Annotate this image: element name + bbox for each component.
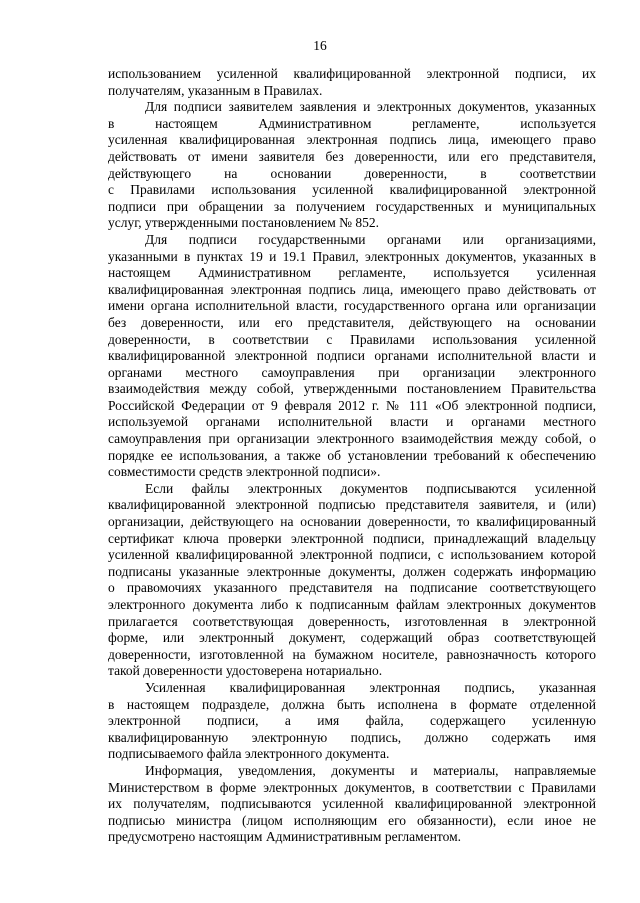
- text-line: Для подписи государственными органами или организациями,: [145, 231, 596, 247]
- text-line: такой доверенности удостоверена нотариально.: [108, 663, 383, 679]
- text-line: имени органа исполнительной власти, государственного органа или организации: [108, 298, 596, 314]
- text-line: используемой органами исполнительной власти и органами местного: [108, 414, 596, 430]
- text-line: без доверенности, или его представителя, действующего на основании: [108, 314, 596, 330]
- text-line: сертификат ключа проверки электронной подписи, принадлежащий владельцу: [108, 530, 596, 546]
- text-line: квалифицированная электронная подпись лица, имеющего право действовать от: [108, 281, 596, 297]
- text-line: в настоящем Административном регламенте, используется: [108, 115, 596, 131]
- text-line: подписи при обращении за получением государственных и муниципальных: [108, 198, 596, 214]
- text-line: указанными в пунктах 19 и 19.1 Правил, электронных документов, указанных в: [108, 248, 596, 264]
- text-line: услуг, утвержденными постановлением № 852.: [108, 215, 380, 231]
- text-line: электронного документа либо к подписанным файлам электронных документов: [108, 597, 596, 612]
- text-line: предусмотрено настоящим Административным регламентом.: [108, 829, 462, 845]
- document-body-text: [108, 66, 596, 846]
- text-line: Для подписи заявителем заявления и электронных документов, указанных: [145, 99, 596, 115]
- text-line: взаимодействия между собой, утвержденными постановлением Правительства: [108, 381, 596, 397]
- text-line: квалифицированной электронной подписи органами исполнительной власти и: [108, 348, 596, 364]
- page-number: 16: [313, 38, 327, 53]
- text-line: настоящем Административном регламенте, используется усиленная: [108, 265, 596, 281]
- text-line: Информация, уведомления, документы и материалы, направляемые: [145, 762, 596, 778]
- text-line: доверенности, в соответствии с Правилами использования усиленной: [108, 331, 596, 347]
- text-line: квалифицированной электронной подписью представителя заявителя, и (или): [108, 497, 596, 513]
- text-line: их получателям, подписываются усиленной квалифицированной электронной: [108, 796, 596, 812]
- text-line: действующего на основании доверенности, в соответствии: [108, 165, 596, 181]
- text-line: подписываемого файла электронного документа.: [108, 746, 390, 762]
- text-line: действовать от имени заявителя без доверенности, или его представителя,: [108, 148, 596, 164]
- text-line: квалифицированную электронную подпись, должно содержать имя: [108, 729, 596, 745]
- text-line: форме, или электронный документ, содержащий образ соответствующей: [108, 630, 596, 646]
- text-line: подписаны указанные электронные документы, должен содержать информацию: [108, 563, 596, 579]
- text-line: с Правилами использования усиленной квалифицированной электронной: [108, 182, 596, 198]
- text-line: в настоящем подразделе, должна быть исполнена в формате отделенной: [108, 696, 596, 712]
- text-line: Усиленная квалифицированная электронная подпись, указанная: [145, 679, 596, 695]
- text-line: электронной подписи, а имя файла, содержащего усиленную: [108, 713, 596, 729]
- text-line: порядке ее использования, а также об установлении требований к обеспечению: [108, 447, 596, 463]
- text-line: Если файлы электронных документов подписываются усиленной: [145, 480, 596, 496]
- text-line: использованием усиленной квалифицированной электронной подписи, их: [108, 66, 596, 81]
- text-line: Российской Федерации от 9 февраля 2012 г. № 111 «Об электронной подписи,: [108, 397, 596, 413]
- text-line: доверенности, изготовленной на бумажном носителе, равнозначность которого: [108, 646, 596, 662]
- text-line: прилагается соответствующая доверенность, изготовленная в электронной: [108, 613, 596, 629]
- text-line: получателям, указанным в Правилах.: [108, 82, 323, 98]
- text-line: самоуправления при организации электронного взаимодействия между собой, о: [108, 431, 596, 447]
- text-line: совместимости средств электронной подписи».: [108, 464, 381, 480]
- text-line: Министерством в форме электронных документов, в соответствии с Правилами: [108, 779, 596, 795]
- text-line: органами местного самоуправления при организации электронного: [108, 364, 596, 380]
- text-line: о правомочиях указанного представителя на подписание соответствующего: [108, 580, 596, 596]
- text-line: усиленной квалифицированной электронной подписи, с использованием которой: [108, 547, 596, 563]
- text-line: усиленная квалифицированная электронная подпись лица, имеющего право: [108, 132, 596, 148]
- text-line: подписью министра (лицом исполняющим его обязанности), если иное не: [108, 812, 596, 828]
- text-line: организации, действующего на основании доверенности, то квалифицированный: [108, 514, 596, 530]
